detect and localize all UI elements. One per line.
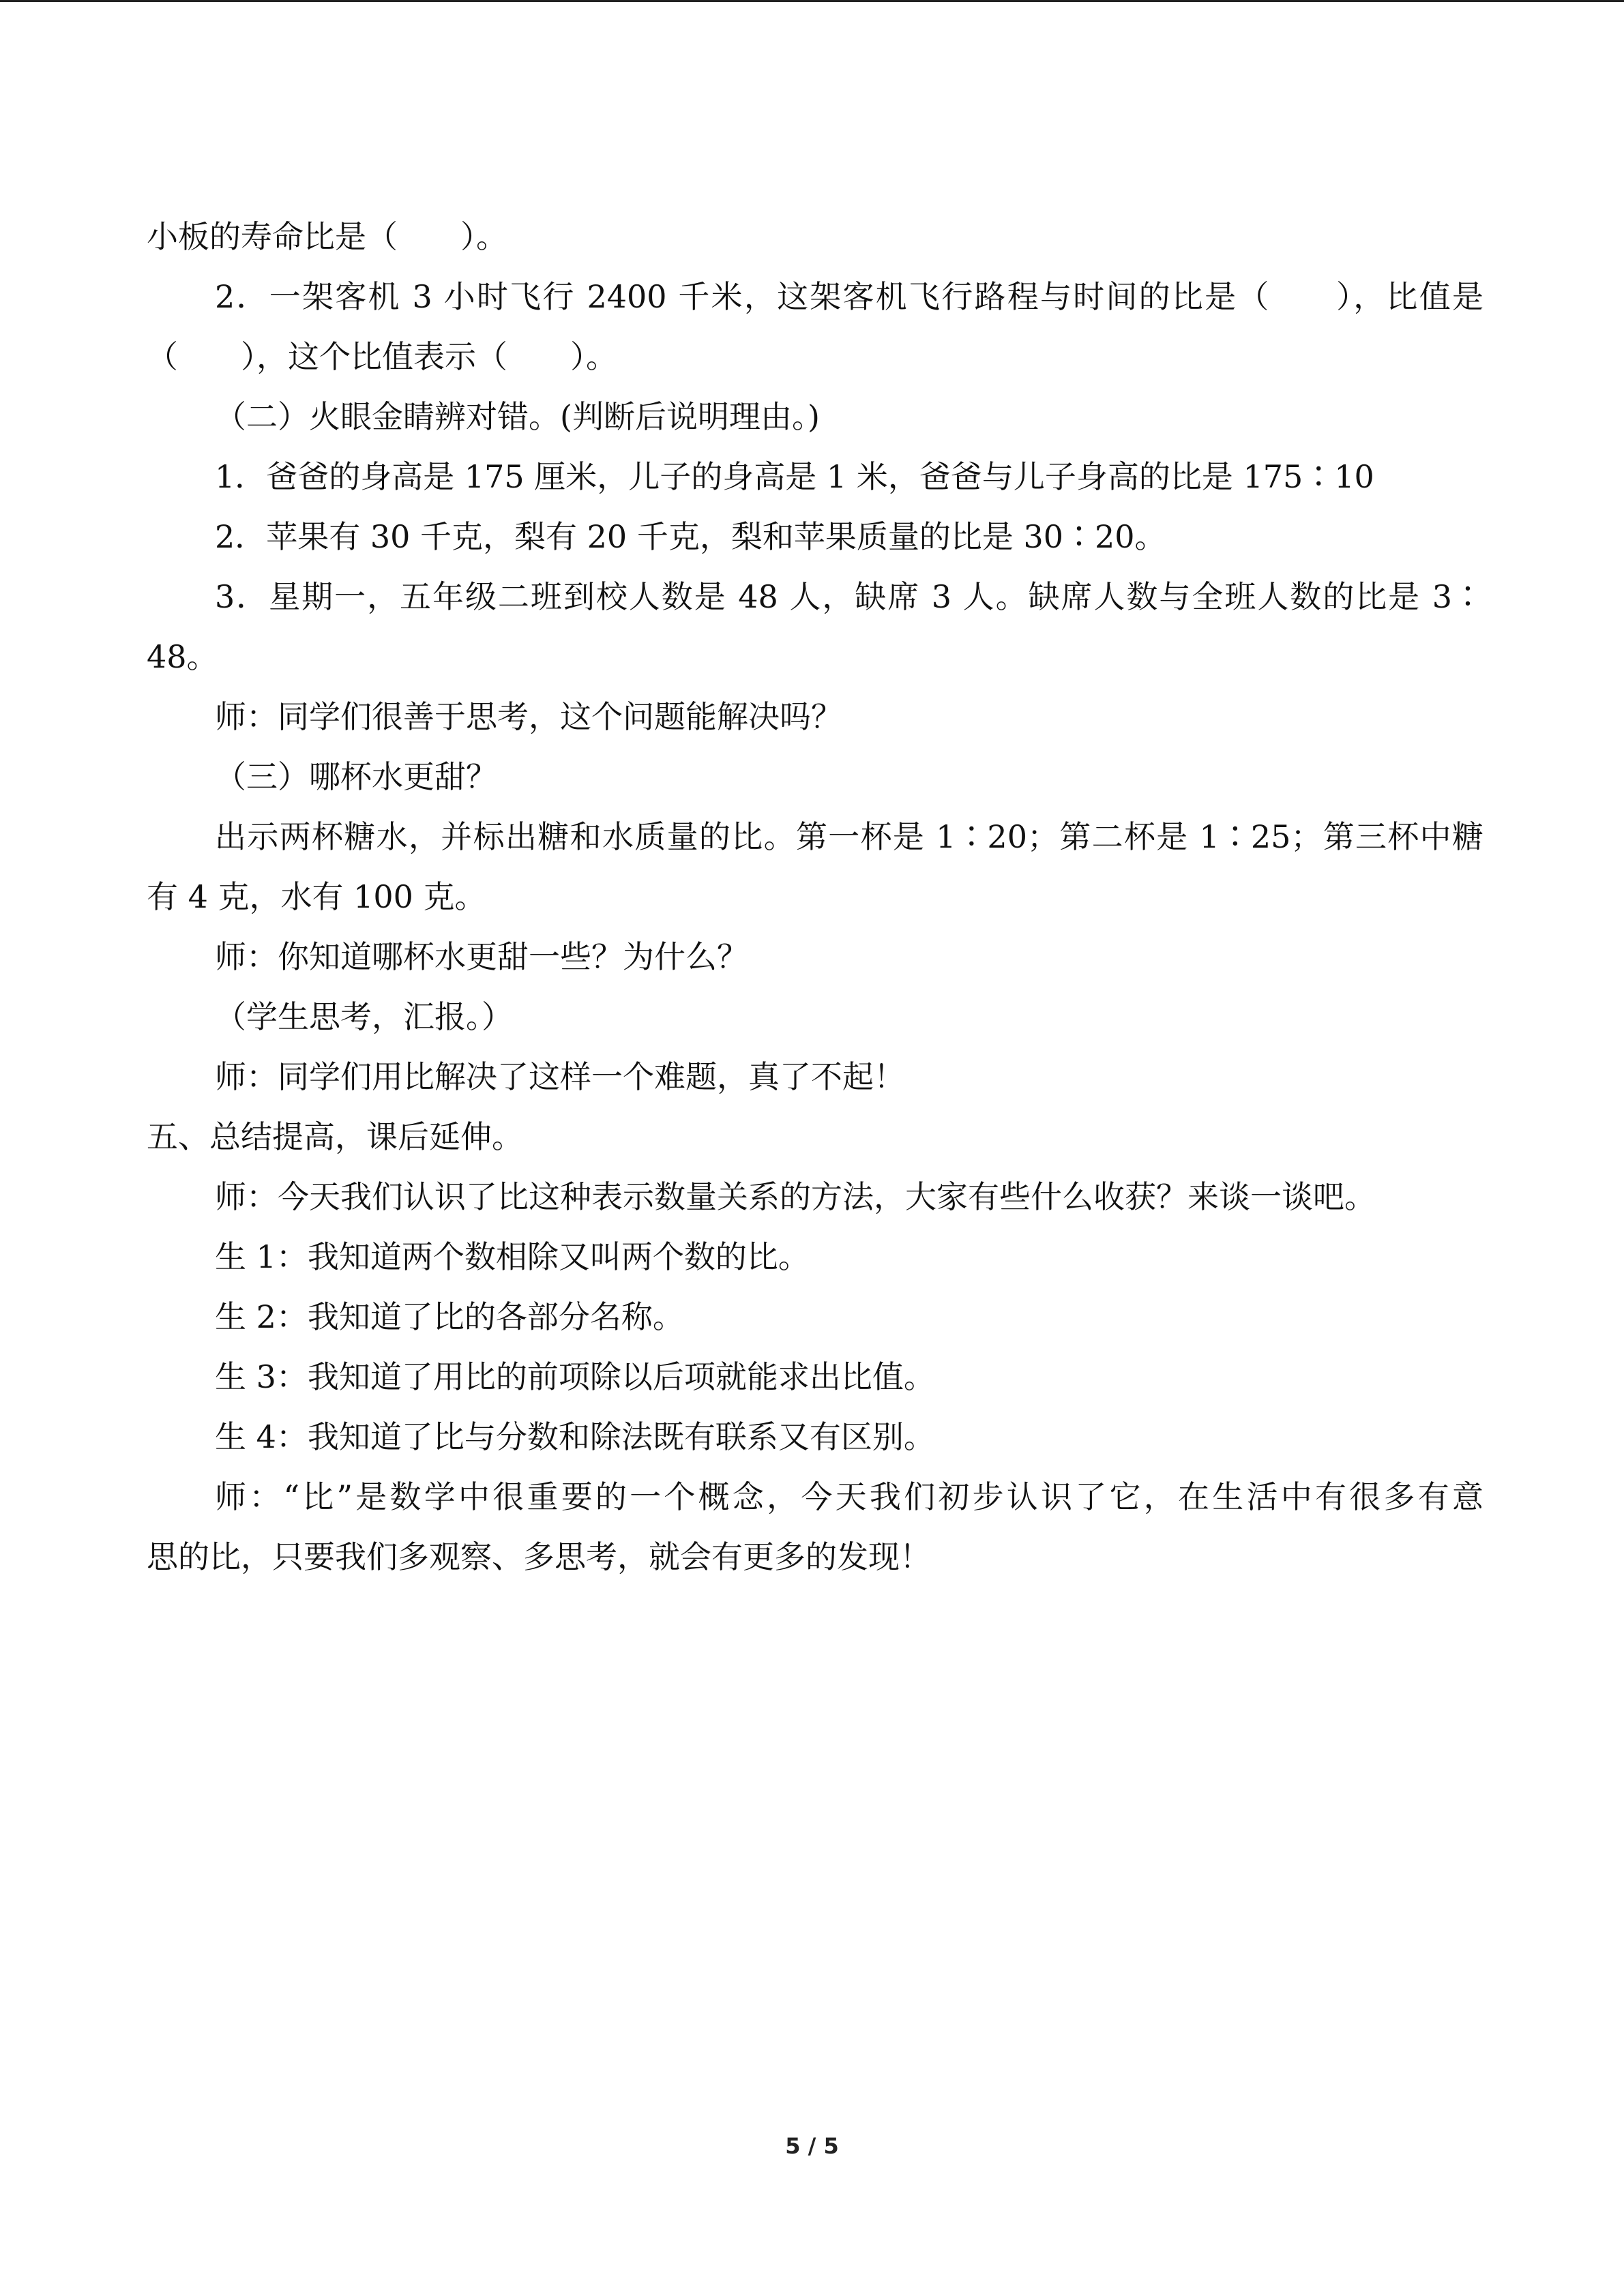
section-heading: （二）火眼金睛辨对错。(判断后说明理由。) (215, 398, 820, 435)
text-line: 1．爸爸的身高是 175 厘米，儿子的身高是 1 米，爸爸与儿子身高的比是 175∶10 (215, 458, 1374, 495)
document-body (147, 207, 1483, 1587)
text-line: 师：今天我们认识了比这种表示数量关系的方法，大家有些什么收获？来谈一谈吧。 (215, 1178, 1376, 1215)
text-line: 出示两杯糖水，并标出糖和水质量的比。第一杯是 1∶20；第二杯是 1∶25；第三杯中糖 (215, 818, 1483, 855)
text-line: 生 4：我知道了比与分数和除法既有联系又有区别。 (215, 1418, 935, 1455)
text-line: 师：同学们用比解决了这样一个难题，真了不起！ (215, 1058, 905, 1095)
text-line: 有 4 克，水有 100 克。 (147, 878, 486, 915)
section-heading: （三）哪杯水更甜？ (215, 758, 497, 795)
text-line: 2．一架客机 3 小时飞行 2400 千米，这架客机飞行路程与时间的比是（ ），比值是 (215, 278, 1483, 315)
text-line: （学生思考，汇报。） (215, 998, 513, 1035)
text-line: 生 1：我知道两个数相除又叫两个数的比。 (215, 1238, 810, 1275)
text-line: 生 2：我知道了比的各部分名称。 (215, 1298, 684, 1335)
text-line: 生 3：我知道了用比的前项除以后项就能求出比值。 (215, 1358, 935, 1395)
text-line: 小板的寿命比是（ ）。 (147, 218, 507, 255)
text-line: 师：你知道哪杯水更甜一些？为什么？ (215, 938, 748, 975)
text-line: 2．苹果有 30 千克，梨有 20 千克，梨和苹果质量的比是 30∶20。 (215, 518, 1166, 555)
text-line: 师：同学们很善于思考，这个问题能解决吗？ (215, 698, 842, 735)
text-line: 48。 (147, 638, 218, 675)
text-line: （ ），这个比值表示（ ）。 (147, 338, 617, 375)
page-number: 5 / 5 (785, 2133, 839, 2159)
text-line: 思的比，只要我们多观察、多思考，就会有更多的发现！ (147, 1538, 931, 1575)
text-line: 师：“比”是数学中很重要的一个概念，今天我们初步认识了它，在生活中有很多有意 (215, 1478, 1483, 1515)
text-line: 3．星期一，五年级二班到校人数是 48 人，缺席 3 人。缺席人数与全班人数的比是 3∶ (215, 578, 1483, 615)
section-heading: 五、总结提高，课后延伸。 (147, 1118, 523, 1155)
